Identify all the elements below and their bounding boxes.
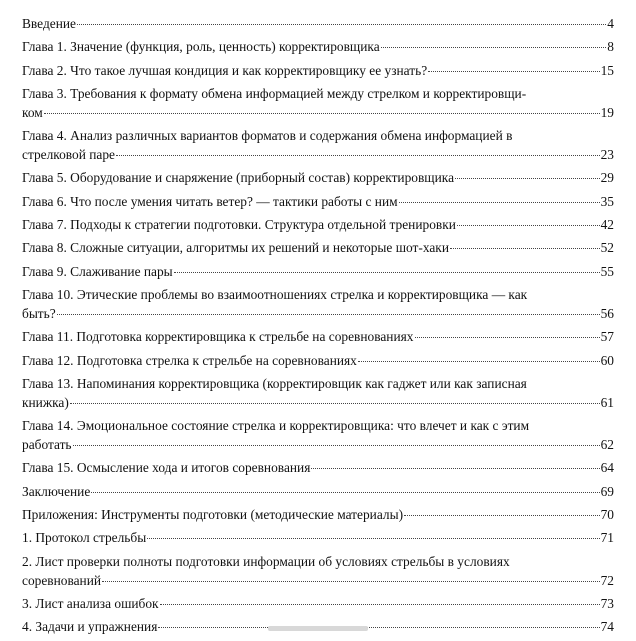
toc-entry-title: 1. Протокол стрельбы bbox=[22, 530, 147, 546]
toc-page-number: 8 bbox=[607, 39, 614, 55]
toc-entry-title: Глава 12. Подготовка стрелка к стрельбе на соревнованиях bbox=[22, 352, 357, 368]
dot-leader bbox=[57, 313, 600, 315]
toc-page-number: 70 bbox=[600, 507, 614, 523]
toc-entry[interactable] bbox=[22, 37, 614, 56]
toc-entry-line bbox=[22, 416, 614, 435]
toc-entry-title: книжка) bbox=[22, 394, 69, 410]
toc-page-number: 74 bbox=[600, 619, 614, 635]
toc-page-number: 69 bbox=[600, 483, 614, 499]
toc-entry-title: Глава 5. Оборудование и снаряжение (приборный состав) корректировщика bbox=[22, 170, 455, 186]
toc-entry-line bbox=[22, 262, 614, 281]
toc-entry-line bbox=[22, 552, 614, 571]
toc-entry-title: работать bbox=[22, 437, 72, 453]
toc-entry-line bbox=[22, 238, 614, 257]
toc-entry-line bbox=[22, 285, 614, 304]
toc-entry-line bbox=[22, 103, 614, 122]
toc-entry-title: Глава 7. Подходы к стратегии подготовки. Структура отдельной тренировки bbox=[22, 217, 456, 233]
toc-page-number: 64 bbox=[600, 460, 614, 476]
dot-leader bbox=[381, 46, 607, 48]
toc-entry[interactable] bbox=[22, 168, 614, 187]
toc-page-number: 23 bbox=[600, 147, 614, 163]
toc-entry-line bbox=[22, 327, 614, 346]
dot-leader bbox=[102, 580, 600, 582]
toc-entry-title: стрелковой паре bbox=[22, 147, 115, 163]
toc-entry-line bbox=[22, 84, 614, 103]
toc-entry-title: Приложения: Инструменты подготовки (методические материалы) bbox=[22, 507, 404, 523]
toc-entry[interactable] bbox=[22, 458, 614, 477]
toc-entry[interactable] bbox=[22, 482, 614, 501]
toc-page-number: 56 bbox=[600, 305, 614, 321]
toc-entry[interactable] bbox=[22, 285, 614, 323]
toc-entry-title: ком bbox=[22, 104, 43, 120]
toc-entry[interactable] bbox=[22, 84, 614, 122]
toc-entry-line bbox=[22, 571, 614, 590]
toc-entry[interactable] bbox=[22, 262, 614, 281]
dot-leader bbox=[160, 603, 600, 605]
toc-entry[interactable] bbox=[22, 351, 614, 370]
toc-page-number: 61 bbox=[600, 394, 614, 410]
toc-entry-title: Глава 3. Требования к формату обмена информацией между стрелком и корректировщи- bbox=[22, 85, 527, 101]
dot-leader bbox=[404, 514, 600, 516]
toc-entry-title: Глава 2. Что такое лучшая кондиция и как корректировщику ее узнать? bbox=[22, 62, 428, 78]
toc-entry-title: Глава 10. Этические проблемы во взаимоотношениях стрелка и корректировщика — как bbox=[22, 286, 528, 302]
dot-leader bbox=[358, 360, 600, 362]
toc-entry-line bbox=[22, 351, 614, 370]
toc-entry[interactable] bbox=[22, 61, 614, 80]
toc-entry-line bbox=[22, 482, 614, 501]
toc-entry-line bbox=[22, 528, 614, 547]
dot-leader bbox=[450, 247, 600, 249]
toc-entry-line bbox=[22, 145, 614, 164]
toc-page-number: 73 bbox=[600, 595, 614, 611]
dot-leader bbox=[457, 224, 600, 226]
toc-entry-line bbox=[22, 304, 614, 323]
toc-entry-title: Глава 13. Напоминания корректировщика (корректировщик как гаджет или как записная bbox=[22, 375, 527, 391]
toc-entry[interactable] bbox=[22, 416, 614, 454]
dot-leader bbox=[415, 336, 600, 338]
toc-entry-title: соревнований bbox=[22, 572, 102, 588]
toc-entry-line bbox=[22, 192, 614, 211]
toc-entry[interactable] bbox=[22, 14, 614, 33]
toc-page-number: 29 bbox=[600, 170, 614, 186]
toc-page-number: 72 bbox=[600, 572, 614, 588]
dot-leader bbox=[73, 444, 600, 446]
toc-page-number: 62 bbox=[600, 437, 614, 453]
toc-entry[interactable] bbox=[22, 327, 614, 346]
toc-page-number: 4 bbox=[607, 16, 614, 31]
toc-page-number: 42 bbox=[600, 217, 614, 233]
toc-entry-title: 3. Лист анализа ошибок bbox=[22, 595, 159, 611]
toc-entry[interactable] bbox=[22, 528, 614, 547]
toc-entry[interactable] bbox=[22, 192, 614, 211]
dot-leader bbox=[158, 626, 599, 628]
dot-leader bbox=[174, 271, 600, 273]
dot-leader bbox=[70, 402, 600, 404]
dot-leader bbox=[147, 537, 599, 539]
toc-entry-line bbox=[22, 393, 614, 412]
toc-entry-line bbox=[22, 215, 614, 234]
toc-entry-title: Заключение bbox=[22, 483, 91, 499]
toc-entry-title: Глава 15. Осмысление хода и итогов соревнования bbox=[22, 460, 311, 476]
toc-entry-title: Глава 11. Подготовка корректировщика к стрельбе на соревнованиях bbox=[22, 329, 414, 345]
toc-page-number: 57 bbox=[600, 329, 614, 345]
toc-entry[interactable] bbox=[22, 215, 614, 234]
toc-entry[interactable] bbox=[22, 505, 614, 524]
toc-entry[interactable] bbox=[22, 238, 614, 257]
dot-leader bbox=[311, 467, 599, 469]
toc-entry[interactable] bbox=[22, 552, 614, 590]
toc-entry-title: Глава 14. Эмоциональное состояние стрелка и корректировщика: что влечет и как с этим bbox=[22, 418, 530, 434]
dot-leader bbox=[399, 201, 600, 203]
toc-page-number: 15 bbox=[600, 62, 614, 78]
dot-leader bbox=[428, 70, 599, 72]
toc-entry-title: Глава 4. Анализ различных вариантов форматов и содержания обмена информацией в bbox=[22, 128, 513, 144]
scroll-indicator[interactable] bbox=[268, 626, 368, 631]
toc-entry-title: Глава 8. Сложные ситуации, алгоритмы их решений и некоторые шот-хаки bbox=[22, 240, 449, 256]
toc-entry-title: 2. Лист проверки полноты подготовки информации об условиях стрельбы в условиях bbox=[22, 553, 510, 569]
toc-entry-line bbox=[22, 505, 614, 524]
toc-page-number: 60 bbox=[600, 352, 614, 368]
toc-page-number: 55 bbox=[600, 263, 614, 279]
table-of-contents bbox=[22, 14, 614, 641]
toc-entry-title: 4. Задачи и упражнения bbox=[22, 619, 158, 635]
toc-page-number: 71 bbox=[600, 530, 614, 546]
toc-entry-line bbox=[22, 594, 614, 613]
toc-entry-line bbox=[22, 61, 614, 80]
dot-leader bbox=[455, 177, 600, 179]
toc-entry-title: Глава 6. Что после умения читать ветер? — тактики работы с ним bbox=[22, 193, 398, 209]
toc-entry-line bbox=[22, 168, 614, 187]
toc-entry[interactable] bbox=[22, 594, 614, 613]
toc-entry-line bbox=[22, 458, 614, 477]
toc-page-number: 52 bbox=[600, 240, 614, 256]
toc-entry-line bbox=[22, 14, 614, 33]
dot-leader bbox=[44, 112, 600, 114]
toc-entry[interactable] bbox=[22, 374, 614, 412]
toc-page-number: 35 bbox=[600, 193, 614, 209]
toc-entry-title: Введение bbox=[22, 16, 76, 31]
dot-leader bbox=[91, 491, 599, 493]
toc-page-number: 19 bbox=[600, 104, 614, 120]
dot-leader bbox=[116, 154, 600, 156]
toc-entry-title: быть? bbox=[22, 305, 56, 321]
toc-entry-line bbox=[22, 374, 614, 393]
toc-entry-title: Глава 1. Значение (функция, роль, ценность) корректировщика bbox=[22, 39, 380, 55]
toc-entry-title: Глава 9. Слаживание пары bbox=[22, 263, 173, 279]
toc-entry-line bbox=[22, 37, 614, 56]
toc-entry[interactable] bbox=[22, 126, 614, 164]
dot-leader bbox=[77, 23, 606, 25]
toc-entry-line bbox=[22, 435, 614, 454]
toc-entry-line bbox=[22, 126, 614, 145]
